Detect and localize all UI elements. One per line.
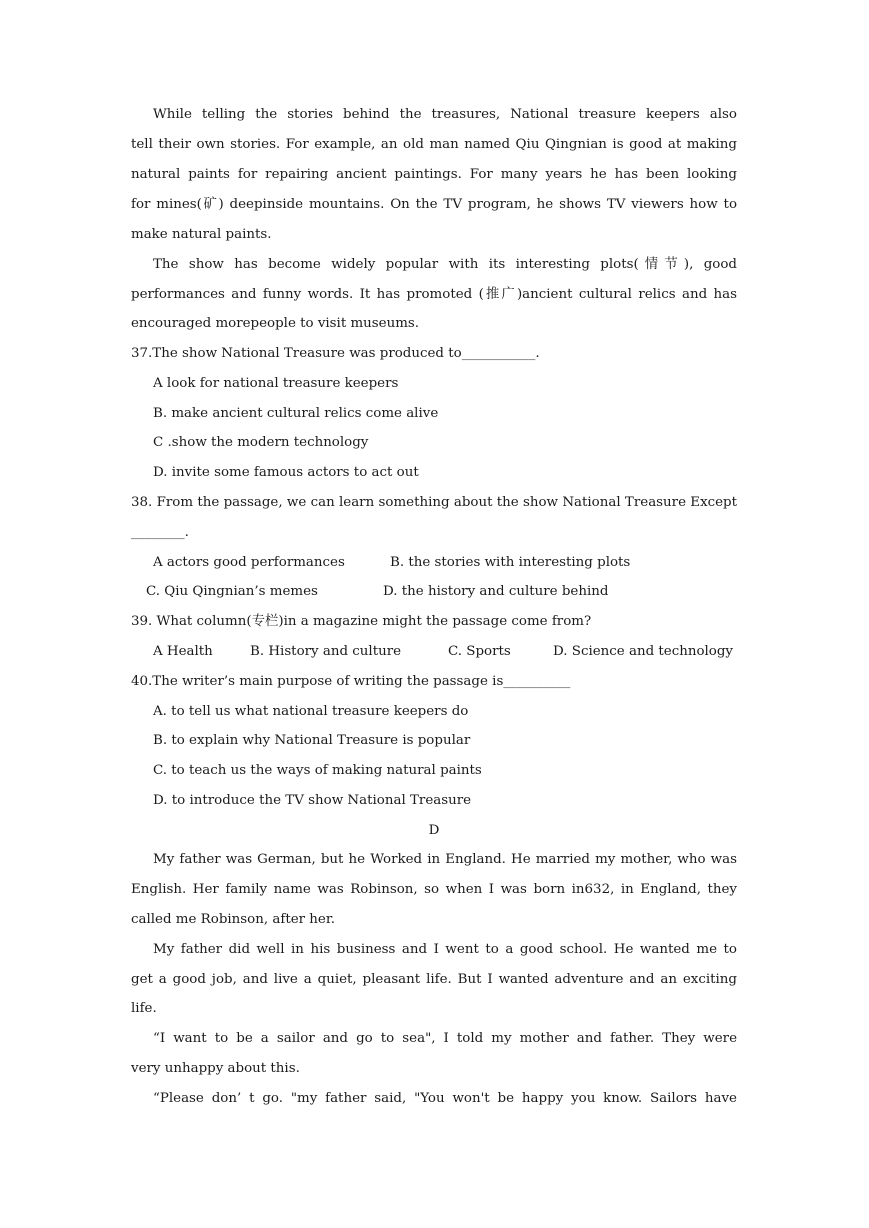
answer-option: D. to introduce the TV show National Treasure xyxy=(153,793,472,808)
answer-option: D. the history and culture behind xyxy=(383,584,609,599)
text-line: tell their own stories. For example, an old man named Qiu Qingnian is good at making xyxy=(131,137,737,152)
answer-option: A actors good performances xyxy=(153,555,345,570)
answer-option: C. Qiu Qingnian’s memes xyxy=(146,584,318,599)
text-line: My father did well in his business and I went to a good school. He wanted me to xyxy=(153,942,737,957)
answer-option: C. to teach us the ways of making natural paints xyxy=(153,763,482,778)
text-line: performances and funny words. It has promoted (推广)ancient cultural relics and has xyxy=(131,287,737,302)
answer-option: A look for national treasure keepers xyxy=(153,376,399,391)
answer-option: D. invite some famous actors to act out xyxy=(153,465,419,480)
answer-option: C. Sports xyxy=(448,644,511,659)
text-line: encouraged morepeople to visit museums. xyxy=(131,316,420,331)
section-heading: D xyxy=(428,823,440,838)
answer-option: A Health xyxy=(153,644,213,659)
answer-option: A. to tell us what national treasure keepers do xyxy=(153,704,469,719)
answer-option: B. History and culture xyxy=(250,644,402,659)
text-line: make natural paints. xyxy=(131,227,272,242)
text-line: very unhappy about this. xyxy=(131,1061,300,1076)
question-stem: 40.The writer’s main purpose of writing the passage is__________ xyxy=(131,674,571,689)
text-line: My father was German, but he Worked in England. He married my mother, who was xyxy=(153,852,737,867)
text-line: called me Robinson, after her. xyxy=(131,912,336,927)
text-line: for mines(矿) deepinside mountains. On the TV program, he shows TV viewers how to xyxy=(131,197,737,212)
text-line: get a good job, and live a quiet, pleasant life. But I wanted adventure and an exciting xyxy=(131,972,737,987)
text-line: “Please don’ t go. "my father said, "You won't be happy you know. Sailors have xyxy=(153,1091,737,1106)
answer-option: D. Science and technology xyxy=(553,644,733,659)
answer-option: B. make ancient cultural relics come alive xyxy=(153,406,439,421)
question-stem: 38. From the passage, we can learn something about the show National Treasure Except xyxy=(131,495,737,510)
answer-option: B. the stories with interesting plots xyxy=(390,555,631,570)
answer-option: B. to explain why National Treasure is popular xyxy=(153,733,471,748)
text-line: life. xyxy=(131,1001,157,1016)
text-line: “I want to be a sailor and go to sea", I told my mother and father. They were xyxy=(153,1031,737,1046)
text-line: The show has become widely popular with its interesting plots(情节), good xyxy=(153,257,737,272)
text-line: natural paints for repairing ancient paintings. For many years he has been looking xyxy=(131,167,737,182)
question-stem-blank: ________. xyxy=(131,525,189,540)
question-stem: 39. What column(专栏)in a magazine might the passage come from? xyxy=(131,614,592,629)
question-stem: 37.The show National Treasure was produced to___________. xyxy=(131,346,540,361)
answer-option: C .show the modern technology xyxy=(153,435,369,450)
text-line: English. Her family name was Robinson, so when I was born in632, in England, they xyxy=(131,882,737,897)
text-line: While telling the stories behind the treasures, National treasure keepers also xyxy=(153,107,737,122)
